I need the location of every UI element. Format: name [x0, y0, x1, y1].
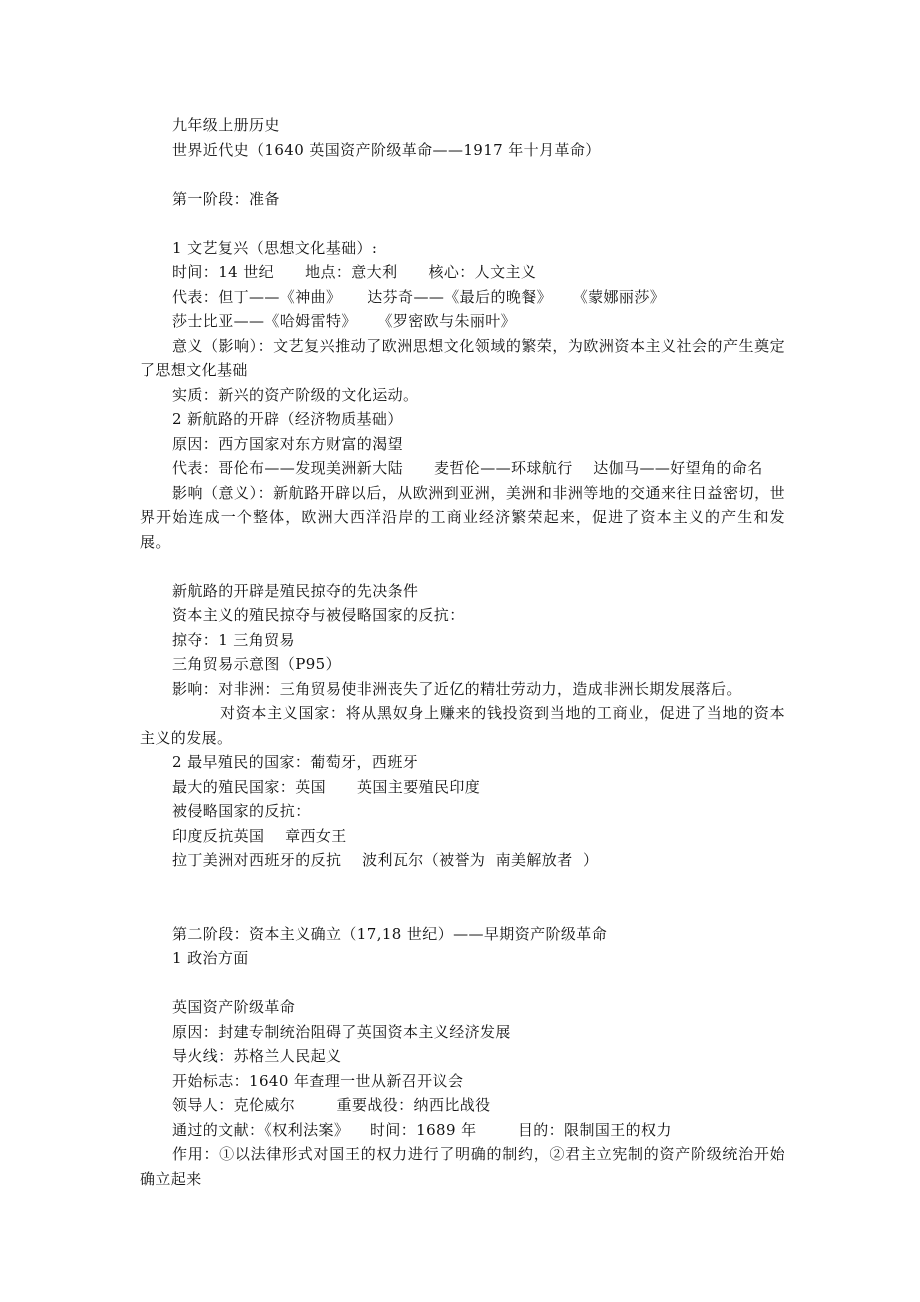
resistance-latin-america: 拉丁美洲对西班牙的反抗 波利瓦尔（被誉为 南美解放者 ） [172, 851, 599, 869]
english-revolution-leader: 领导人：克伦威尔 重要战役：纳西比战役 [172, 1096, 491, 1114]
colonial-plunder: 掠夺：1 三角贸易 [172, 630, 295, 649]
impact-capitalist: 对资本主义国家：将从黑奴身上赚来的钱投资到当地的工商业，促进了当地的资本主义的发展。 [140, 704, 785, 747]
colonial-heading: 资本主义的殖民掠夺与被侵略国家的反抗： [172, 606, 465, 624]
stage2-politics: 1 政治方面 [172, 949, 249, 967]
spacer [140, 211, 785, 236]
new-routes-representatives: 代表：哥伦布——发现美洲新大陆 麦哲伦——环球航行 达伽马——好望角的命名 [172, 459, 763, 477]
renaissance-heading: 1 文艺复兴（思想文化基础）: [172, 238, 378, 257]
renaissance-time-place-core: 时间：14 世纪 地点：意大利 核心：人文主义 [172, 263, 537, 281]
stage1-heading: 第一阶段：准备 [172, 189, 280, 208]
colonial-precondition: 新航路的开辟是殖民掠夺的先决条件 [172, 581, 419, 600]
renaissance-significance: 意义（影响）：文艺复兴推动了欧洲思想文化领域的繁荣，为欧洲资本主义社会的产生奠定了思想文化基础 [140, 336, 785, 379]
new-routes-impact: 影响（意义）：新航路开辟以后，从欧洲到亚洲，美洲和非洲等地的交通来往日益密切，世界开始连成一个整体，欧洲大西洋沿岸的工商业经济繁荣起来，促进了资本主义的产生和发展。 [140, 483, 785, 551]
english-revolution-document: 通过的文献：《权利法案》 时间：1689 年 目的：限制国王的权力 [172, 1120, 672, 1139]
spacer [140, 162, 785, 187]
stage2-heading: 第二阶段：资本主义确立（17,18 世纪）——早期资产阶级革命 [172, 924, 608, 943]
renaissance-essence: 实质：新兴的资产阶级的文化运动。 [172, 385, 419, 404]
largest-colonial-country: 最大的殖民国家：英国 英国主要殖民印度 [172, 777, 481, 796]
resistance-heading: 被侵略国家的反抗： [172, 802, 311, 820]
english-revolution-effect: 作用：①以法律形式对国王的权力进行了明确的制约，②君主立宪制的资产阶级统治开始确立起来 [140, 1145, 785, 1188]
spacer [140, 554, 785, 579]
resistance-india: 印度反抗英国 章西女王 [172, 826, 347, 845]
earliest-colonial-countries: 2 最早殖民的国家：葡萄牙，西班牙 [172, 753, 419, 771]
english-revolution-heading: 英国资产阶级革命 [172, 998, 296, 1016]
renaissance-representatives: 代表：但丁——《神曲》 达芬奇——《最后的晚餐》 《蒙娜丽莎》 [172, 287, 666, 306]
document-subtitle: 世界近代史（1640 英国资产阶级革命——1917 年十月革命） [172, 140, 601, 159]
english-revolution-trigger: 导火线：苏格兰人民起义 [172, 1047, 342, 1065]
english-revolution-start: 开始标志：1640 年查理一世从新召开议会 [172, 1071, 464, 1090]
document-body [140, 113, 785, 1191]
triangle-trade-diagram-ref: 三角贸易示意图（P95） [172, 655, 341, 673]
renaissance-shakespeare: 莎士比亚——《哈姆雷特》 《罗密欧与朱丽叶》 [172, 312, 517, 330]
english-revolution-cause: 原因：封建专制统治阻碍了英国资本主义经济发展 [172, 1022, 511, 1041]
document-title: 九年级上册历史 [172, 116, 280, 134]
spacer [140, 971, 785, 996]
impact-africa: 影响：对非洲：三角贸易使非洲丧失了近亿的精壮劳动力，造成非洲长期发展落后。 [172, 679, 742, 698]
new-routes-heading: 2 新航路的开辟（经济物质基础） [172, 410, 403, 428]
new-routes-cause: 原因：西方国家对东方财富的渴望 [172, 434, 404, 453]
spacer [140, 873, 785, 922]
